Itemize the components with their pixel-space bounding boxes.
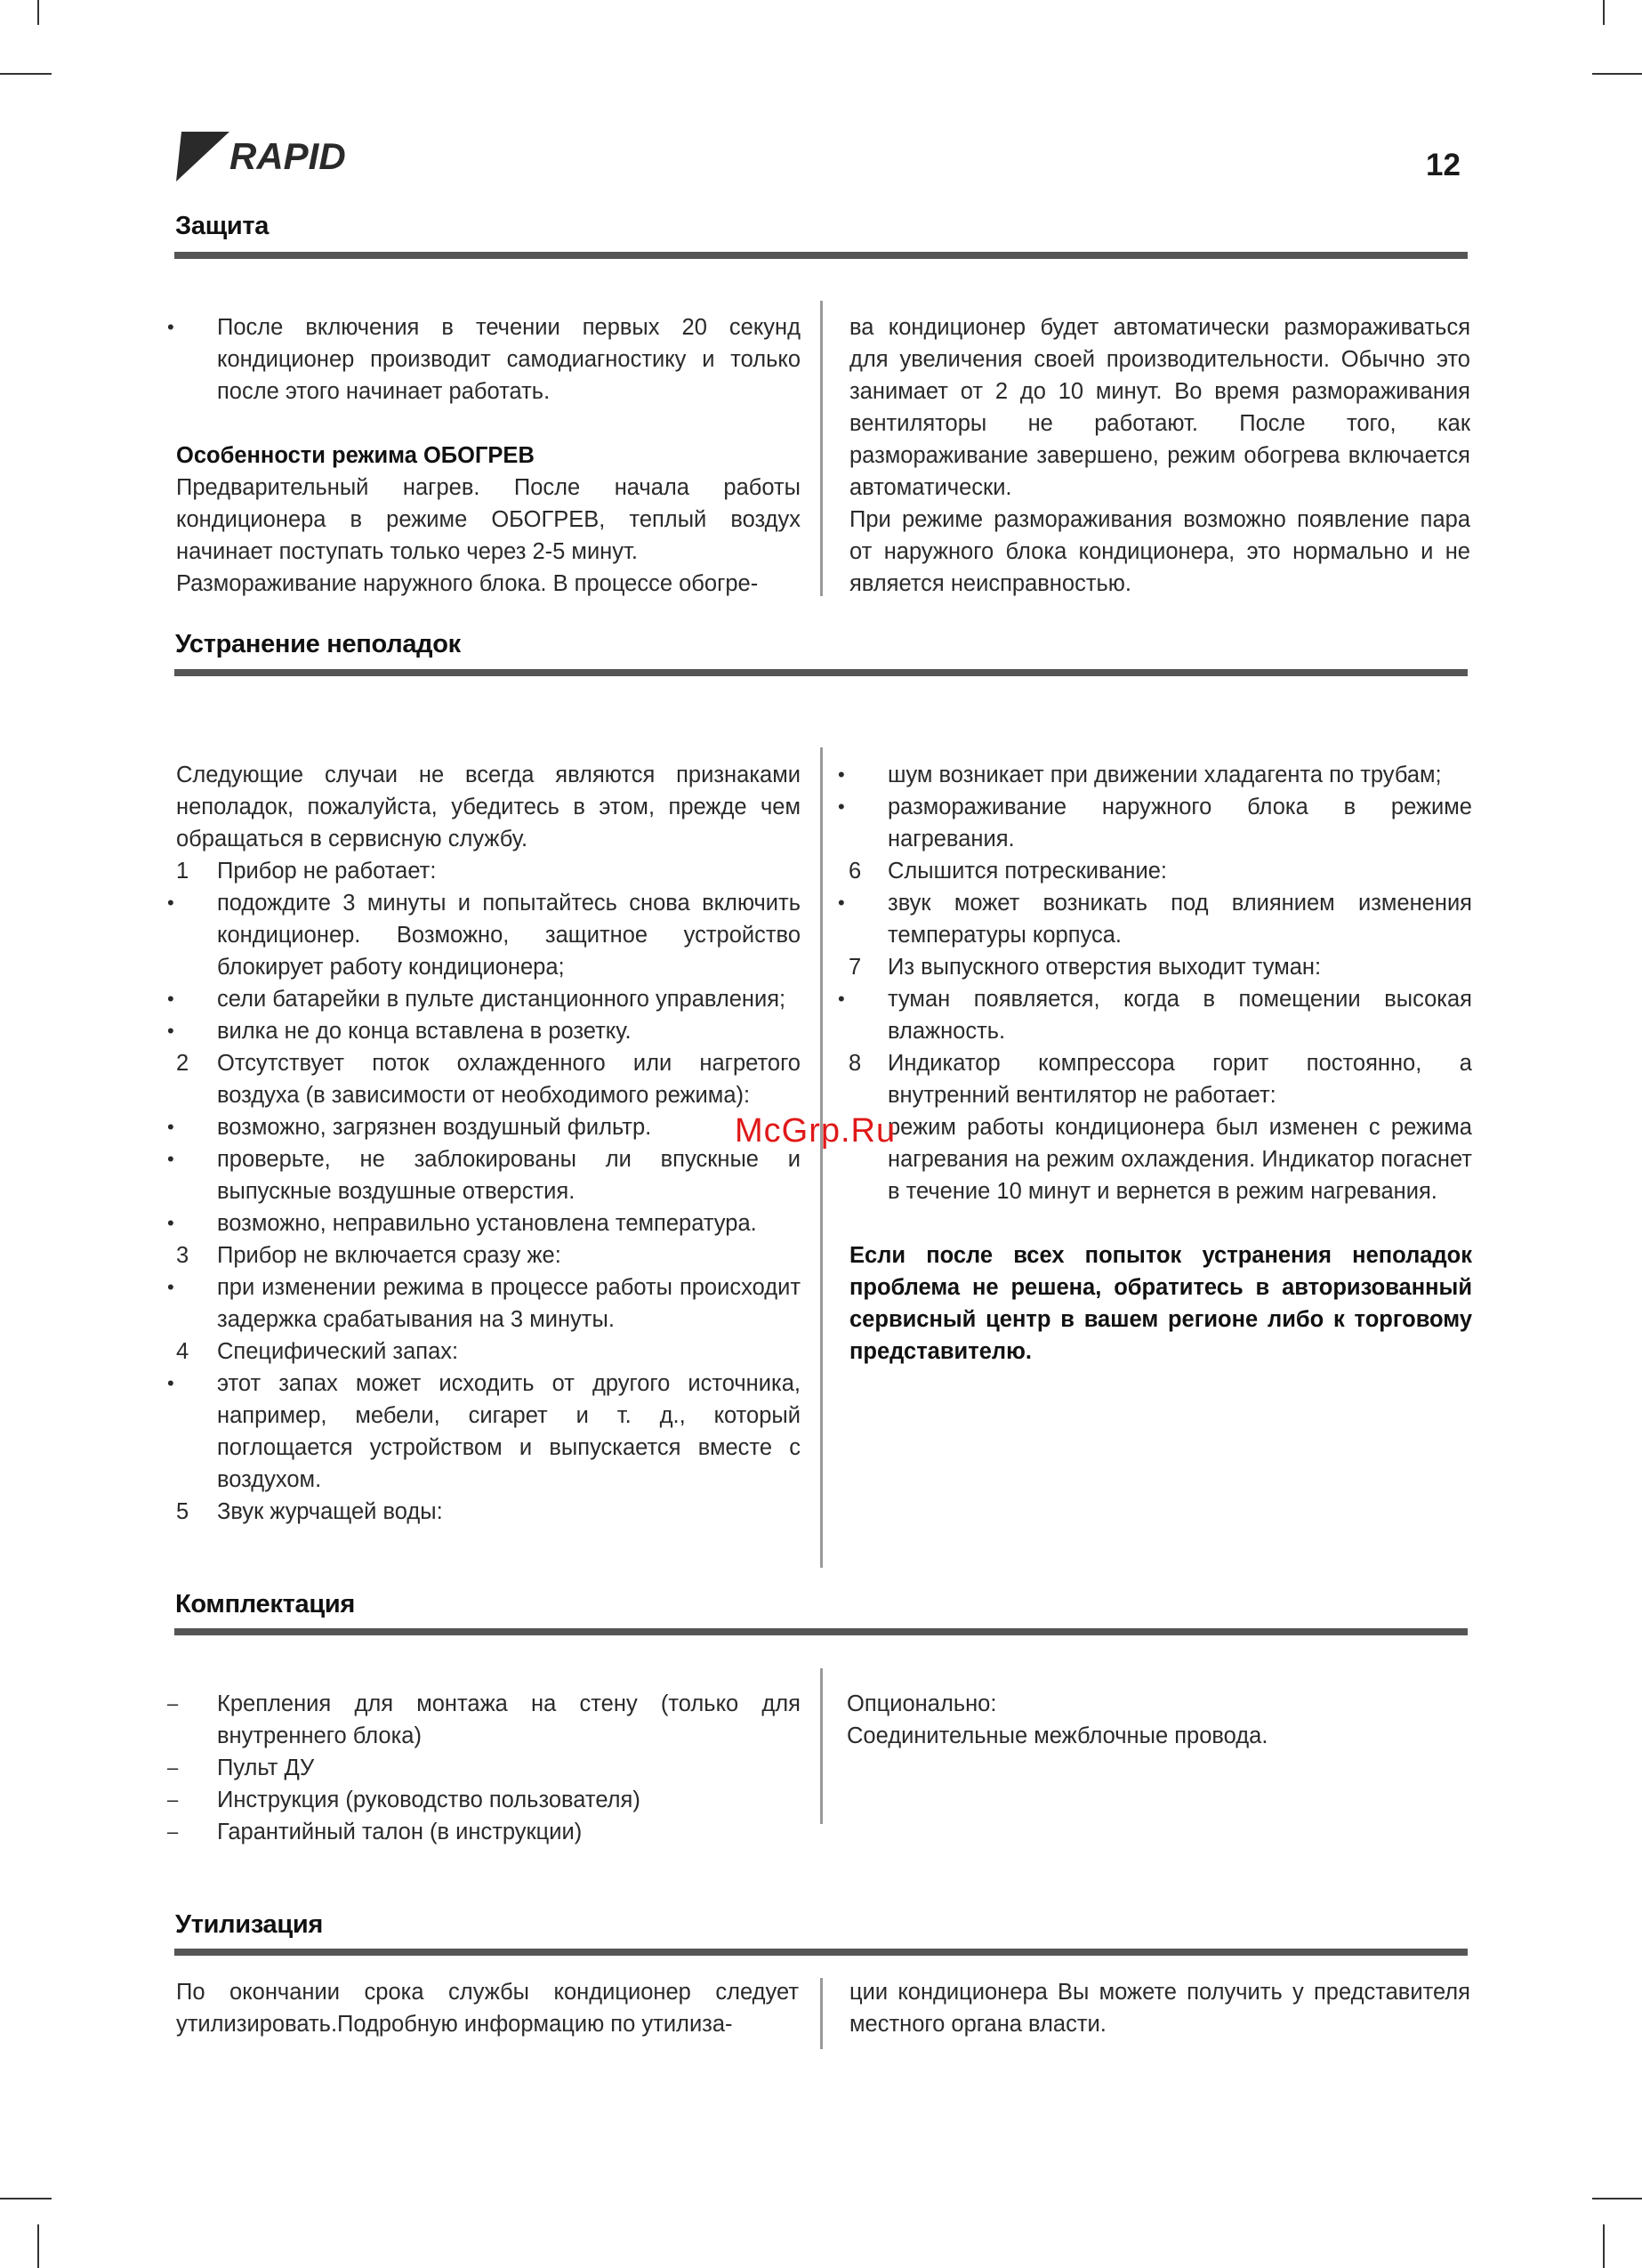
column-divider (820, 747, 823, 1568)
list-item-text: Слышится потрескивание: (888, 859, 1168, 884)
item-number: 4 (176, 1339, 189, 1364)
list-item-text: сели батарейки в пульте дистанционного управления; (217, 987, 786, 1012)
paragraph: При режиме размораживания возможно появление пара от наружного блока кондиционера, это нормально и не является неисправностью. (849, 507, 1470, 596)
service-center-note: Если после всех попыток устранения неполадок проблема не решена, обратитесь в авторизованный сервисный центр в вашем регионе либо к торговому представителю. (849, 1243, 1472, 1364)
crop-mark (1603, 2224, 1605, 2268)
protection-left-column (167, 311, 801, 600)
list-item (838, 855, 1472, 887)
item-number: 1 (176, 859, 189, 884)
list-item (167, 1271, 801, 1336)
section-title-protection: Защита (175, 212, 270, 240)
crop-mark (1603, 0, 1605, 25)
section-title-kit: Комплектация (175, 1590, 355, 1618)
rapid-logo-icon (174, 126, 415, 183)
list-item-text: при изменении режима в процессе работы происходит задержка срабатывания на 3 минуты. (217, 1275, 801, 1332)
bullet-marker: • (167, 316, 174, 338)
item-number: 2 (176, 1051, 189, 1076)
bullet-marker: • (167, 1212, 174, 1234)
crop-mark (1592, 2198, 1642, 2199)
item-number: 5 (176, 1499, 189, 1524)
section-title-troubleshooting: Устранение неполадок (175, 630, 461, 658)
list-item (838, 951, 1472, 983)
list-item-text: Крепления для монтажа на стену (только для внутреннего блока) (217, 1691, 801, 1748)
bullet-marker: • (167, 1148, 174, 1170)
list-item-text: звук может возникать под влиянием изменения температуры корпуса. (888, 891, 1472, 948)
optional-label: Опционально: (847, 1691, 997, 1716)
list-item (838, 983, 1472, 1047)
list-item (167, 983, 801, 1015)
list-item-text: туман появляется, когда в помещении высокая влажность. (888, 987, 1472, 1044)
column-divider (820, 1668, 823, 1824)
page-number: 12 (1426, 148, 1461, 182)
column-divider (820, 301, 823, 596)
list-item (838, 791, 1472, 855)
list-item-text: возможно, загрязнен воздушный фильтр. (217, 1115, 652, 1140)
list-item-text: Гарантийный талон (в инструкции) (217, 1820, 583, 1844)
list-item-text: Прибор не включается сразу же: (217, 1243, 561, 1268)
list-item (167, 1368, 801, 1496)
disposal-right-column (849, 1976, 1470, 2040)
troubleshooting-right-column (838, 759, 1472, 1368)
list-item-text: Инструкция (руководство пользователя) (217, 1788, 640, 1812)
list-item-text: Из выпускного отверстия выходит туман: (888, 955, 1322, 980)
list-item (167, 855, 801, 887)
subheading-heating-mode: Особенности режима ОБОГРЕВ (176, 443, 535, 468)
bullet-marker: • (167, 892, 174, 914)
list-item-text: режим работы кондиционера был изменен с режима нагревания на режим охлаждения. Индикатор погаснет в течение 10 минут и вернется в режим нагревания. (888, 1115, 1472, 1204)
list-item (167, 887, 801, 983)
kit-list (167, 1688, 801, 1848)
list-item-text: Специфический запах: (217, 1339, 459, 1364)
bullet-marker: – (167, 1756, 179, 1779)
kit-left-column (167, 1688, 801, 1848)
section-rule (174, 1628, 1468, 1635)
list-item (167, 1143, 801, 1207)
list-item-text: этот запах может исходить от другого источника, например, мебели, сигарет и т. д., который поглощается устройством и выпускается вместе с воздухом. (217, 1371, 801, 1492)
list-item-text: Отсутствует поток охлажденного или нагретого воздуха (в зависимости от необходимого режима): (217, 1051, 801, 1108)
kit-right-column (847, 1688, 1469, 1752)
bullet-marker: • (167, 1020, 174, 1042)
list-item (167, 1688, 801, 1752)
paragraph: ва кондиционер будет автоматически размораживаться для увеличения своей производительности. Обычно это занимает от 2 до 10 минут. Во время размораживания вентиляторы не работают. После того, как размораживание завершено, режим обогрева включается автоматически. (849, 315, 1470, 500)
crop-mark (0, 73, 52, 75)
bullet-marker: • (838, 988, 845, 1010)
list-item (838, 759, 1472, 791)
list-item (838, 1047, 1472, 1111)
bullet-marker: • (167, 988, 174, 1010)
list-item (167, 1111, 801, 1143)
watermark: McGrp.Ru (735, 1112, 897, 1150)
section-rule (174, 252, 1468, 259)
list-item-text: Индикатор компрессора горит постоянно, а внутренний вентилятор не работает: (888, 1051, 1472, 1108)
bullet-marker: – (167, 1820, 179, 1843)
item-number: 8 (849, 1051, 862, 1076)
list-item-text: подождите 3 минуты и попытайтесь снова включить кондиционер. Возможно, защитное устройство блокирует работу кондиционера; (217, 891, 801, 980)
list-item-text: шум возникает при движении хладагента по трубам; (888, 763, 1442, 787)
list-item (167, 1015, 801, 1047)
list-item-text: Пульт ДУ (217, 1755, 315, 1780)
disposal-left-column (176, 1976, 799, 2040)
protection-right-column (849, 311, 1470, 600)
section-title-disposal: Утилизация (175, 1910, 324, 1939)
crop-mark (1592, 73, 1642, 75)
list-item (167, 1239, 801, 1271)
intro-paragraph: Следующие случаи не всегда являются признаками неполадок, пожалуйста, убедитесь в этом, прежде чем обращаться в сервисную службу. (176, 763, 801, 852)
list-item-text: проверьте, не заблокированы ли впускные и выпускные воздушные отверстия. (217, 1147, 801, 1204)
list-item (167, 1336, 801, 1368)
paragraph: Предварительный нагрев. После начала работы кондиционера в режиме ОБОГРЕВ, теплый воздух начинает поступать только через 2-5 минут. (176, 475, 801, 564)
list-item-text: размораживание наружного блока в режиме нагревания. (888, 795, 1472, 852)
paragraph: По окончании срока службы кондиционер следует утилизировать.Подробную информацию по утилиза- (176, 1980, 799, 2037)
list-item (167, 311, 801, 408)
section-rule (174, 669, 1468, 676)
crop-mark (0, 2198, 52, 2199)
list-item (167, 1752, 801, 1784)
bullet-marker: • (838, 892, 845, 914)
list-item (167, 1496, 801, 1528)
list-item-text: возможно, неправильно установлена температура. (217, 1211, 757, 1236)
list-item (838, 1111, 1472, 1207)
item-number: 6 (849, 859, 862, 884)
list-item-text: Звук журчащей воды: (217, 1499, 443, 1524)
list-item (838, 887, 1472, 951)
bullet-marker: • (838, 795, 845, 818)
list-item-text: Прибор не работает: (217, 859, 437, 884)
bullet-marker: • (167, 1372, 174, 1394)
list-item (167, 1047, 801, 1111)
optional-text: Соединительные межблочные провода. (847, 1723, 1268, 1748)
paragraph: ции кондиционера Вы можете получить у представителя местного органа власти. (849, 1980, 1470, 2037)
brand-logo (174, 126, 415, 183)
troubleshooting-list-left (167, 855, 801, 1528)
item-number: 3 (176, 1243, 189, 1268)
section-rule (174, 1949, 1468, 1956)
bullet-marker: • (838, 763, 845, 786)
crop-mark (37, 0, 39, 25)
list-item (167, 1207, 801, 1239)
list-item (167, 1784, 801, 1816)
list-item-text: вилка не до конца вставлена в розетку. (217, 1019, 632, 1044)
list-item (167, 1816, 801, 1848)
bullet-marker: – (167, 1788, 179, 1811)
troubleshooting-left-column (167, 759, 801, 1528)
bullet-marker: • (167, 1276, 174, 1298)
bullet-marker: • (167, 1116, 174, 1138)
crop-mark (37, 2224, 39, 2268)
troubleshooting-list-right (838, 759, 1472, 1207)
item-number: 7 (849, 955, 862, 980)
paragraph: Размораживание наружного блока. В процессе обогре- (176, 571, 759, 596)
list-item-text: После включения в течении первых 20 секунд кондиционер производит самодиагностику и только после этого начинает работать. (217, 315, 801, 404)
column-divider (820, 1978, 823, 2049)
bullet-marker: – (167, 1692, 179, 1715)
svg-text:RAPID: RAPID (229, 135, 346, 177)
